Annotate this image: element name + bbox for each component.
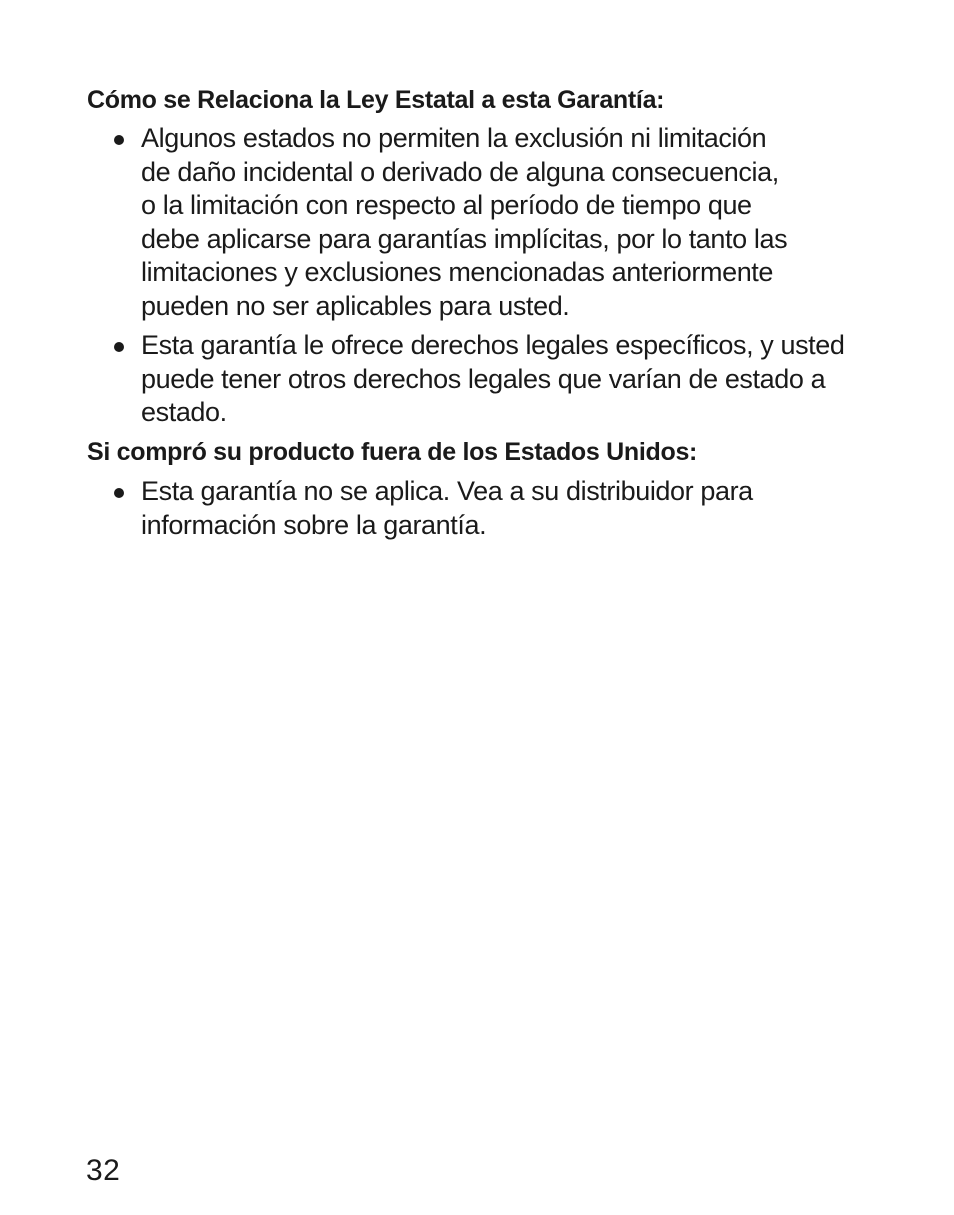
bullet-list-state-law xyxy=(0,122,881,436)
list-item xyxy=(0,122,881,323)
text-line: Esta garantía no se aplica. Vea a su distribuidor para xyxy=(141,476,753,506)
bullet-icon xyxy=(114,135,124,145)
section-heading-outside-us: Si compró su producto fuera de los Estados Unidos: xyxy=(87,438,698,466)
text-line: o la limitación con respecto al período de tiempo que xyxy=(141,190,752,220)
bullet-icon xyxy=(114,342,124,352)
text-line: puede tener otros derechos legales que varían de estado a xyxy=(141,363,826,394)
text-line: Algunos estados no permiten la exclusión ni limitación xyxy=(141,123,767,153)
list-item xyxy=(0,475,881,542)
page-number: 32 xyxy=(86,1154,121,1187)
text-line: debe aplicarse para garantías implícitas, por lo tanto las xyxy=(141,223,788,254)
text-line: Esta garantía le ofrece derechos legales específicos, y usted xyxy=(141,330,845,360)
section-heading-state-law: Cómo se Relaciona la Ley Estatal a esta Garantía: xyxy=(87,86,665,114)
text-line: de daño incidental o derivado de alguna consecuencia, xyxy=(141,156,779,187)
list-item xyxy=(0,329,881,430)
text-line: información sobre la garantía. xyxy=(141,509,487,540)
text-line: pueden no ser aplicables para usted. xyxy=(141,290,570,321)
text-line: estado. xyxy=(141,397,227,427)
bullet-list-outside-us xyxy=(0,475,881,548)
bullet-icon xyxy=(114,488,124,498)
text-line: limitaciones y exclusiones mencionadas anteriormente xyxy=(141,257,774,287)
